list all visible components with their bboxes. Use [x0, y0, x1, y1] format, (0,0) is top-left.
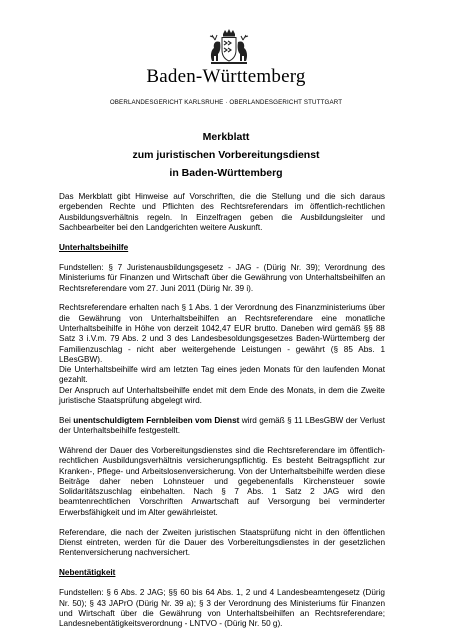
section-heading-nebentaetigkeit [59, 568, 385, 578]
paragraph-pension: Referendare, die nach der Zweiten juristischen Staatsprüfung nicht in den öffentlichen Dienst eintreten, werden für die Dauer des Vorbereitungsdienstes in der gesetzlichen Rentenversicherung nachversichert. [59, 527, 385, 558]
paragraph-unterhaltsbeihilfe-amount: Rechtsreferendare erhalten nach § 1 Abs. 1 der Verordnung des Finanzministeriums über die Gewährung von Unterhaltsbeihilfen an Rechtsreferendare eine monatliche Unterhaltsbeihilfe in Höhe von derzeit 1042,47 EUR brutto. Daneben wird gemäß §§ 88 Satz 3 i.V.m. 79 Abs. 2 und 3 des Landesbesoldungsgesetzes Baden-Württemberg der Familienzuschlag - nicht aber weitergehende Leistungen - gewährt (§ 85 Abs. 1 LBesGBW). [59, 303, 385, 364]
emphasis-absence: unentschuldigtem Fernbleiben vom Dienst [73, 415, 240, 425]
paragraph-insurance: Während der Dauer des Vorbereitungsdienstes sind die Rechtsreferendare im öffentlich-rechtlichen Ausbildungsverhältnis versicherungspflichtig. Es besteht Beitragspflicht zur Kranken-, Pflege- und Arbeitslosenversicherung. Von der Unterhaltsbeihilfe werden diese Beiträge daher neben Lohnsteuer und gegebenenfalls Kirchensteuer sowie Solidaritätszuschlag einbehalten. Nach § 7 Abs. 1 Satz 2 JAG wird den beamtenrechtlichen Vorschriften Anwartschaft auf Versorgung bei verminderter Erwerbsfähigkeit und im Alter gewährleistet. [59, 445, 385, 517]
document-subtitle-region: in Baden-Württemberg [169, 167, 283, 179]
brand-name: Baden-Württemberg [146, 66, 306, 87]
paragraph-entitlement-end: Der Anspruch auf Unterhaltsbeihilfe endet mit dem Ende des Monats, in dem die Zweite juristische Staatsprüfung abgelegt wird. [59, 385, 385, 406]
paragraph-fundstellen-2: Fundstellen: § 6 Abs. 2 JAG; §§ 60 bis 64 Abs. 1, 2 und 4 Landesbeamtengesetz (Dürig Nr. 50); § 43 JAPrO (Dürig Nr. 39 a); § 3 der Verordnung des Ministeriums für Finanzen und Wirtschaft über die Gewährung von Unterhaltsbeihilfen an Rechtsreferendare; Landesnebentätigkeitsverordnung - LNTVO - (Dürig Nr. 50 g). [59, 588, 385, 629]
text-fragment: Bei [59, 415, 74, 425]
heading-text: Unterhaltsbeihilfe [59, 243, 129, 253]
section-heading-unterhaltsbeihilfe [59, 243, 385, 253]
paragraph-fundstellen-1: Fundstellen: § 7 Juristenausbildungsgesetz - JAG - (Dürig Nr. 39); Verordnung des Ministeriums für Finanzen und Wirtschaft über die Gewährung von Unterhaltsbeihilfen an Rechtsreferendare vom 27. Juni 2011 (Dürig Nr. 39 i). [59, 262, 385, 293]
document-body [59, 192, 385, 639]
heading-text: Nebentätigkeit [59, 568, 116, 578]
paragraph-absence [59, 416, 385, 437]
intro-paragraph: Das Merkblatt gibt Hinweise auf Vorschriften, die die Stellung und die sich daraus ergebenden Rechte und Pflichten des Rechtsreferendars im öffentlich-rechtlichen Ausbildungsverhältnis regeln. In Einzelfragen geben die Ausbildungsleiter und Sachbearbeiter bei den Landgerichten weitere Auskunft. [59, 192, 385, 232]
document-subtitle: zum juristischen Vorbereitungsdienst [132, 149, 320, 161]
court-names: OBERLANDESGERICHT KARLSRUHE · OBERLANDESGERICHT STUTTGART [109, 99, 343, 106]
text-fragment: wird gemäß § 11 LBesGBW der Verlust der Unterhaltsbeihilfe festgestellt. [59, 415, 385, 436]
coat-of-arms-icon [205, 28, 253, 68]
paragraph-payment-date: Die Unterhaltsbeihilfe wird am letzten Tag eines jeden Monats für den laufenden Monat gezahlt. [59, 365, 385, 385]
document-title: Merkblatt [202, 131, 250, 143]
